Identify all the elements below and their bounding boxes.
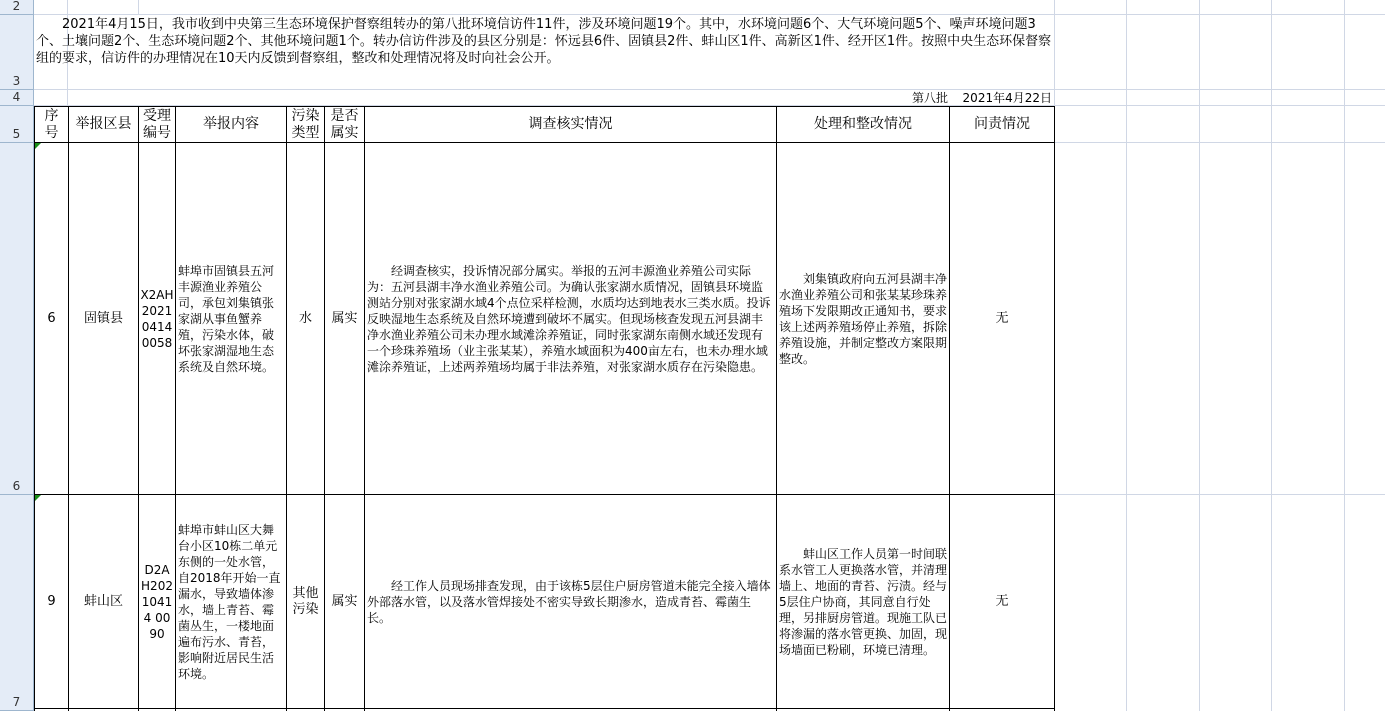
row2-accept-no[interactable] bbox=[139, 495, 175, 708]
gridline bbox=[1271, 0, 1272, 711]
row2-investigation-text: 经工作人员现场排查发现，由于该栋5层住户厨房管道未能完全接入墙体外部落水管，以及落水管焊接处不密实导致长期渗水，造成青苔、霉菌生长。 bbox=[367, 578, 771, 625]
gridline bbox=[1054, 494, 1385, 495]
batch-label: 第八批 bbox=[911, 91, 948, 105]
row2-handling[interactable] bbox=[779, 495, 947, 708]
row1-investigation[interactable] bbox=[367, 143, 774, 494]
row-header-5[interactable] bbox=[0, 106, 34, 143]
row1-accept-no[interactable] bbox=[139, 143, 175, 494]
row1-handling[interactable] bbox=[779, 143, 947, 494]
date-label: 2021年4月22日 bbox=[962, 91, 1052, 105]
row1-accept-no-text: X2AH20210414 0058 bbox=[140, 287, 174, 350]
row-header-6[interactable] bbox=[0, 143, 34, 495]
row2-accept-no-text: D2AH20210414 0090 bbox=[141, 562, 173, 641]
table-border bbox=[34, 708, 1055, 709]
header-accept-no[interactable] bbox=[139, 107, 175, 142]
header-content-label: 举报内容 bbox=[203, 116, 259, 132]
row1-investigation-text: 经调查核实，投诉情况部分属实。举报的五河丰源渔业养殖公司实际为：五河县湖丰净水渔业养殖公司。为确认张家湖水质情况，固镇县环境监测站分别对张家湖水域4个点位采样检测，水质均达到地表水三类水质。投诉反映湿地生态系统及自然环境遭到破坏不属实。但现场核查发现五河县湖丰净水渔业养殖公司未办理水域滩涂养殖证，同时张家湖东南侧水域还发现有一个珍珠养殖场（业主张某某），养殖水域面积为400亩左右，也未办理水域滩涂养殖证，上述两养殖场均属于非法养殖，对张家湖水质存在污染隐患。 bbox=[367, 263, 771, 374]
header-handling-label: 处理和整改情况 bbox=[814, 116, 912, 132]
row2-is-true[interactable]: 属实 bbox=[331, 593, 358, 609]
header-district-label: 举报区县 bbox=[75, 116, 132, 132]
row2-accountability[interactable]: 无 bbox=[995, 593, 1009, 609]
row2-district[interactable]: 蚌山区 bbox=[83, 593, 123, 609]
gridline bbox=[34, 14, 1385, 15]
table-border bbox=[1054, 106, 1055, 711]
header-accountability[interactable] bbox=[950, 107, 1054, 142]
row2-content[interactable] bbox=[178, 495, 285, 708]
gridline bbox=[1344, 0, 1345, 711]
row2-handling-text: 蚌山区工作人员第一时间联系水管工人更换落水管，并清理墙上、地面的青苔、污渍。经与5层住户协商，其同意自行处理，另排厨房管道。现施工队已将渗漏的落水管更换、加固，现场墙面已粉刷，环境已清理。 bbox=[779, 546, 947, 657]
gridline bbox=[1126, 0, 1127, 711]
row2-content-text: 蚌埠市蚌山区大舞台小区10栋二单元东侧的一处水管，自2018年开始一直漏水，导致墙体渗水，墙上青苔、霉菌丛生，一楼地面遍布污水、青苔，影响附近居民生活环境。 bbox=[178, 522, 281, 681]
row2-seq[interactable]: 9 bbox=[47, 593, 56, 609]
gridline bbox=[1054, 142, 1385, 143]
row2-investigation[interactable] bbox=[367, 495, 774, 708]
row1-seq[interactable]: 6 bbox=[47, 310, 56, 326]
row-number: 4 bbox=[12, 90, 21, 104]
gridline bbox=[138, 0, 139, 15]
header-district[interactable] bbox=[69, 107, 138, 142]
header-content[interactable] bbox=[176, 107, 286, 142]
header-is-true-label: 是否属实 bbox=[330, 107, 359, 141]
gridline bbox=[34, 89, 1385, 90]
row1-is-true[interactable]: 属实 bbox=[331, 310, 358, 326]
row1-accountability[interactable]: 无 bbox=[995, 310, 1009, 326]
row2-pollution[interactable] bbox=[287, 495, 324, 708]
header-is-true[interactable] bbox=[325, 107, 364, 142]
row-number: 6 bbox=[12, 479, 21, 493]
gridline bbox=[1199, 0, 1200, 711]
header-accept-no-label: 受理编号 bbox=[143, 107, 171, 141]
header-pollution[interactable] bbox=[287, 107, 324, 142]
row1-content-text: 蚌埠市固镇县五河丰源渔业养殖公司，承包刘集镇张家湖从事鱼蟹养殖，污染水体，破坏张家湖湿地生态系统及自然环境。 bbox=[178, 263, 275, 374]
header-seq-label: 序号 bbox=[44, 107, 59, 141]
header-handling[interactable] bbox=[777, 107, 949, 142]
table-border bbox=[175, 106, 176, 711]
row-header-4[interactable] bbox=[0, 90, 34, 106]
row-number: 7 bbox=[12, 695, 21, 709]
row-number: 5 bbox=[12, 127, 21, 141]
row1-handling-text: 刘集镇政府向五河县湖丰净水渔业养殖公司和张某某珍珠养殖场下发限期改正通知书，要求该上述两养殖场停止养殖，拆除养殖设施，并制定整改方案限期整改。 bbox=[779, 271, 947, 366]
row1-content[interactable] bbox=[178, 143, 285, 494]
header-investigation[interactable] bbox=[365, 107, 776, 142]
row1-district[interactable]: 固镇县 bbox=[83, 310, 123, 326]
row-number: 3 bbox=[12, 74, 21, 88]
table-border bbox=[364, 106, 365, 711]
row2-pollution-text: 其他污染 bbox=[292, 585, 319, 617]
header-accountability-label: 问责情况 bbox=[974, 116, 1030, 132]
row-number: 2 bbox=[12, 0, 21, 13]
table-border bbox=[776, 106, 777, 711]
row-header-3[interactable] bbox=[0, 15, 34, 90]
intro-paragraph: 2021年4月15日，我市收到中央第三生态环境保护督察组转办的第八批环境信访件11件，涉及环境问题19个。其中，水环境问题6个、大气环境问题5个、噪声环境问题3个、土壤问题2个、生态环境问题2个、其他环境问题1个。转办信访件涉及的县区分别是：怀远县6件、固镇县2件、蚌山区1件、高新区1件、经开区1件。按照中央生态环保督察组的要求，信访件的办理情况在10天内反馈到督察组，整改和处理情况将及时向社会公开。 bbox=[36, 17, 1052, 66]
header-pollution-label: 污染类型 bbox=[291, 107, 320, 141]
header-seq[interactable] bbox=[35, 107, 68, 142]
row-header-7[interactable] bbox=[0, 495, 34, 711]
header-investigation-label: 调查核实情况 bbox=[528, 116, 613, 132]
row1-pollution[interactable]: 水 bbox=[298, 310, 312, 326]
row-header-2[interactable] bbox=[0, 0, 34, 15]
